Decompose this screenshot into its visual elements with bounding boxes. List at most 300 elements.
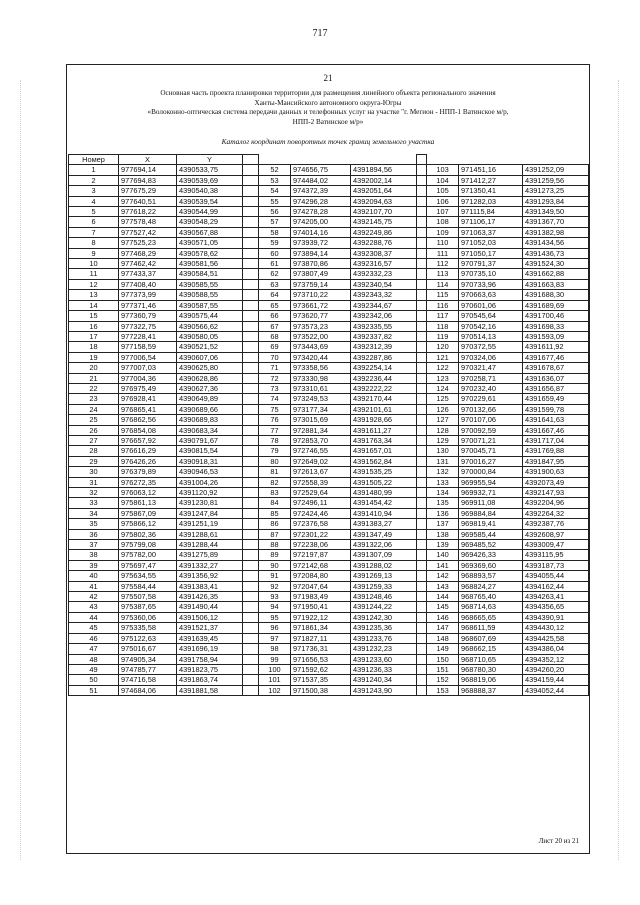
y-coordinate-cell: 4391251,19 (177, 519, 243, 529)
x-coordinate-cell: 977006,54 (119, 352, 177, 362)
y-coordinate-cell: 4391383,27 (351, 519, 417, 529)
y-coordinate-cell: 4391233,60 (351, 654, 417, 664)
table-row (69, 238, 589, 248)
x-coordinate-cell: 971922,12 (291, 612, 351, 622)
x-coordinate-cell: 970132,66 (459, 404, 523, 414)
document-title (67, 89, 589, 127)
x-coordinate-cell: 970232,40 (459, 383, 523, 393)
point-number-cell: 105 (427, 186, 459, 196)
point-number-cell: 98 (259, 644, 291, 654)
x-coordinate-cell: 971592,62 (291, 664, 351, 674)
y-coordinate-cell: 4390607,06 (177, 352, 243, 362)
y-coordinate-cell: 4390649,89 (177, 394, 243, 404)
x-coordinate-cell: 973939,72 (291, 238, 351, 248)
x-coordinate-cell: 971983,49 (291, 592, 351, 602)
x-coordinate-cell: 968710,65 (459, 654, 523, 664)
x-coordinate-cell: 975584,44 (119, 581, 177, 591)
y-coordinate-cell: 4393009,47 (523, 540, 589, 550)
point-number-cell: 88 (259, 540, 291, 550)
x-coordinate-cell: 973870,86 (291, 259, 351, 269)
x-coordinate-cell: 974372,39 (291, 186, 351, 196)
point-number-cell: 73 (259, 383, 291, 393)
x-coordinate-cell: 970092,59 (459, 425, 523, 435)
x-coordinate-cell: 972853,70 (291, 435, 351, 445)
point-number-cell: 67 (259, 321, 291, 331)
y-coordinate-cell: 4392147,93 (523, 488, 589, 498)
y-coordinate-cell: 4392249,86 (351, 227, 417, 237)
point-number-cell: 77 (259, 425, 291, 435)
header-y: Y (177, 155, 243, 165)
x-coordinate-cell: 968714,63 (459, 602, 523, 612)
y-coordinate-cell: 4391356,92 (177, 571, 243, 581)
x-coordinate-cell: 977462,42 (119, 259, 177, 269)
y-coordinate-cell: 4391688,30 (523, 290, 589, 300)
point-number-cell: 80 (259, 456, 291, 466)
table-row (69, 186, 589, 196)
y-coordinate-cell: 4392332,23 (351, 269, 417, 279)
table-row (69, 248, 589, 258)
point-number-cell: 43 (69, 602, 119, 612)
table-row (69, 321, 589, 331)
x-coordinate-cell: 969426,33 (459, 550, 523, 560)
x-coordinate-cell: 970372,55 (459, 342, 523, 352)
y-coordinate-cell: 4391593,09 (523, 331, 589, 341)
y-coordinate-cell: 4390918,31 (177, 456, 243, 466)
x-coordinate-cell: 972746,55 (291, 446, 351, 456)
point-number-cell: 93 (259, 592, 291, 602)
x-coordinate-cell: 975016,67 (119, 644, 177, 654)
point-number-cell: 152 (427, 675, 459, 685)
y-coordinate-cell: 4391700,46 (523, 311, 589, 321)
point-number-cell: 41 (69, 581, 119, 591)
y-coordinate-cell: 4391288,61 (177, 529, 243, 539)
x-coordinate-cell: 976272,35 (119, 477, 177, 487)
y-coordinate-cell: 4390689,83 (177, 415, 243, 425)
y-coordinate-cell: 4391233,76 (351, 633, 417, 643)
y-coordinate-cell: 4391535,25 (351, 467, 417, 477)
y-coordinate-cell: 4390533,75 (177, 165, 243, 175)
table-row (69, 602, 589, 612)
x-coordinate-cell: 976657,92 (119, 435, 177, 445)
y-coordinate-cell: 4391698,33 (523, 321, 589, 331)
table-row (69, 196, 589, 206)
x-coordinate-cell: 972142,68 (291, 560, 351, 570)
y-coordinate-cell: 4391678,67 (523, 363, 589, 373)
y-coordinate-cell: 4391259,56 (523, 175, 589, 185)
x-coordinate-cell: 972649,02 (291, 456, 351, 466)
y-coordinate-cell: 4391636,07 (523, 373, 589, 383)
table-row (69, 664, 589, 674)
x-coordinate-cell: 975802,36 (119, 529, 177, 539)
y-coordinate-cell: 4393187,73 (523, 560, 589, 570)
point-number-cell: 94 (259, 602, 291, 612)
table-row (69, 488, 589, 498)
point-number-cell: 82 (259, 477, 291, 487)
x-coordinate-cell: 975387,65 (119, 602, 177, 612)
table-row (69, 207, 589, 217)
x-coordinate-cell: 971950,41 (291, 602, 351, 612)
table-row (69, 425, 589, 435)
point-number-cell: 92 (259, 581, 291, 591)
y-coordinate-cell: 4391307,09 (351, 550, 417, 560)
point-number-cell: 36 (69, 529, 119, 539)
point-number-cell: 109 (427, 227, 459, 237)
x-coordinate-cell: 970663,63 (459, 290, 523, 300)
x-coordinate-cell: 972613,67 (291, 467, 351, 477)
x-coordinate-cell: 973358,56 (291, 363, 351, 373)
y-coordinate-cell: 4392316,57 (351, 259, 417, 269)
y-coordinate-cell: 4394430,12 (523, 623, 589, 633)
right-margin-dots (618, 80, 620, 860)
x-coordinate-cell: 968819,06 (459, 675, 523, 685)
point-number-cell: 4 (69, 196, 119, 206)
table-row (69, 435, 589, 445)
y-coordinate-cell: 4392287,86 (351, 352, 417, 362)
point-number-cell: 87 (259, 529, 291, 539)
y-coordinate-cell: 4392387,76 (523, 519, 589, 529)
table-row (69, 331, 589, 341)
x-coordinate-cell: 970229,61 (459, 394, 523, 404)
header-number: Номер (69, 155, 119, 165)
table-row (69, 540, 589, 550)
y-coordinate-cell: 4391332,27 (177, 560, 243, 570)
x-coordinate-cell: 977694,14 (119, 165, 177, 175)
y-coordinate-cell: 4391275,89 (177, 550, 243, 560)
point-number-cell: 6 (69, 217, 119, 227)
x-coordinate-cell: 969485,52 (459, 540, 523, 550)
point-number-cell: 115 (427, 290, 459, 300)
point-number-cell: 103 (427, 165, 459, 175)
catalog-subtitle: Каталог координат поворотных точек границ земельного участка (221, 137, 435, 146)
x-coordinate-cell: 977468,29 (119, 248, 177, 258)
point-number-cell: 24 (69, 404, 119, 414)
x-coordinate-cell: 971350,41 (459, 186, 523, 196)
y-coordinate-cell: 4391244,22 (351, 602, 417, 612)
y-coordinate-cell: 4390584,51 (177, 269, 243, 279)
point-number-cell: 53 (259, 175, 291, 185)
table-row (69, 290, 589, 300)
point-number-cell: 130 (427, 446, 459, 456)
x-coordinate-cell: 970000,84 (459, 467, 523, 477)
y-coordinate-cell: 4392236,44 (351, 373, 417, 383)
x-coordinate-cell: 970542,16 (459, 321, 523, 331)
y-coordinate-cell: 4391677,46 (523, 352, 589, 362)
x-coordinate-cell: 975360,06 (119, 612, 177, 622)
x-coordinate-cell: 973249,53 (291, 394, 351, 404)
x-coordinate-cell: 969911,08 (459, 498, 523, 508)
x-coordinate-cell: 970258,71 (459, 373, 523, 383)
x-coordinate-cell: 975782,00 (119, 550, 177, 560)
y-coordinate-cell: 4391269,13 (351, 571, 417, 581)
y-coordinate-cell: 4392145,75 (351, 217, 417, 227)
point-number-cell: 141 (427, 560, 459, 570)
point-number-cell: 72 (259, 373, 291, 383)
point-number-cell: 131 (427, 456, 459, 466)
point-number-cell: 7 (69, 227, 119, 237)
x-coordinate-cell: 974296,28 (291, 196, 351, 206)
point-number-cell: 65 (259, 300, 291, 310)
table-row (69, 217, 589, 227)
point-number-cell: 81 (259, 467, 291, 477)
point-number-cell: 140 (427, 550, 459, 560)
y-coordinate-cell: 4392343,32 (351, 290, 417, 300)
x-coordinate-cell: 977640,51 (119, 196, 177, 206)
point-number-cell: 128 (427, 425, 459, 435)
point-number-cell: 44 (69, 612, 119, 622)
y-coordinate-cell: 4391928,66 (351, 415, 417, 425)
y-coordinate-cell: 4391639,45 (177, 633, 243, 643)
y-coordinate-cell: 4391881,58 (177, 685, 243, 695)
x-coordinate-cell: 973620,77 (291, 311, 351, 321)
y-coordinate-cell: 4391656,87 (523, 383, 589, 393)
y-coordinate-cell: 4391505,22 (351, 477, 417, 487)
y-coordinate-cell: 4391823,75 (177, 664, 243, 674)
point-number-cell: 57 (259, 217, 291, 227)
x-coordinate-cell: 973420,44 (291, 352, 351, 362)
y-coordinate-cell: 4391288,02 (351, 560, 417, 570)
point-number-cell: 17 (69, 331, 119, 341)
table-row (69, 685, 589, 695)
y-coordinate-cell: 4390625,80 (177, 363, 243, 373)
x-coordinate-cell: 977360,79 (119, 311, 177, 321)
x-coordinate-cell: 968888,37 (459, 685, 523, 695)
y-coordinate-cell: 4391349,50 (523, 207, 589, 217)
y-coordinate-cell: 4391657,01 (351, 446, 417, 456)
y-coordinate-cell: 4391242,30 (351, 612, 417, 622)
y-coordinate-cell: 4391322,06 (351, 540, 417, 550)
x-coordinate-cell: 975866,12 (119, 519, 177, 529)
point-number-cell: 144 (427, 592, 459, 602)
point-number-cell: 29 (69, 456, 119, 466)
point-number-cell: 13 (69, 290, 119, 300)
point-number-cell: 113 (427, 269, 459, 279)
y-coordinate-cell: 4391641,63 (523, 415, 589, 425)
x-coordinate-cell: 971500,38 (291, 685, 351, 695)
point-number-cell: 143 (427, 581, 459, 591)
x-coordinate-cell: 970324,06 (459, 352, 523, 362)
point-number-cell: 129 (427, 435, 459, 445)
x-coordinate-cell: 971052,03 (459, 238, 523, 248)
x-coordinate-cell: 975507,58 (119, 592, 177, 602)
x-coordinate-cell: 972424,46 (291, 508, 351, 518)
point-number-cell: 25 (69, 415, 119, 425)
point-number-cell: 85 (259, 508, 291, 518)
y-coordinate-cell: 4391410,94 (351, 508, 417, 518)
x-coordinate-cell: 975861,13 (119, 498, 177, 508)
y-coordinate-cell: 4393115,95 (523, 550, 589, 560)
y-coordinate-cell: 4392337,82 (351, 331, 417, 341)
point-number-cell: 146 (427, 612, 459, 622)
y-coordinate-cell: 4391863,74 (177, 675, 243, 685)
point-number-cell: 70 (259, 352, 291, 362)
sheet-footer: Лист 20 из 21 (538, 837, 579, 845)
y-coordinate-cell: 4390587,55 (177, 300, 243, 310)
point-number-cell: 9 (69, 248, 119, 258)
point-number-cell: 62 (259, 269, 291, 279)
table-header-row (69, 155, 589, 165)
y-coordinate-cell: 4392335,55 (351, 321, 417, 331)
y-coordinate-cell: 4391763,34 (351, 435, 417, 445)
x-coordinate-cell: 972238,06 (291, 540, 351, 550)
x-coordinate-cell: 970016,27 (459, 456, 523, 466)
y-coordinate-cell: 4391259,33 (351, 581, 417, 591)
x-coordinate-cell: 973807,49 (291, 269, 351, 279)
x-coordinate-cell: 973894,14 (291, 248, 351, 258)
y-coordinate-cell: 4390548,29 (177, 217, 243, 227)
x-coordinate-cell: 975799,08 (119, 540, 177, 550)
x-coordinate-cell: 968765,40 (459, 592, 523, 602)
point-number-cell: 101 (259, 675, 291, 685)
y-coordinate-cell: 4394260,20 (523, 664, 589, 674)
y-coordinate-cell: 4390566,62 (177, 321, 243, 331)
x-coordinate-cell: 976854,08 (119, 425, 177, 435)
y-coordinate-cell: 4391288,44 (177, 540, 243, 550)
y-coordinate-cell: 4391900,63 (523, 467, 589, 477)
point-number-cell: 34 (69, 508, 119, 518)
coordinates-table (68, 154, 589, 696)
x-coordinate-cell: 971106,17 (459, 217, 523, 227)
y-coordinate-cell: 4391426,35 (177, 592, 243, 602)
point-number-cell: 38 (69, 550, 119, 560)
table-row (69, 227, 589, 237)
y-coordinate-cell: 4392308,37 (351, 248, 417, 258)
x-coordinate-cell: 972529,64 (291, 488, 351, 498)
x-coordinate-cell: 974785,77 (119, 664, 177, 674)
point-number-cell: 120 (427, 342, 459, 352)
x-coordinate-cell: 970601,06 (459, 300, 523, 310)
table-row (69, 300, 589, 310)
point-number-cell: 123 (427, 373, 459, 383)
y-coordinate-cell: 4394162,44 (523, 581, 589, 591)
point-number-cell: 122 (427, 363, 459, 373)
x-coordinate-cell: 969884,84 (459, 508, 523, 518)
point-number-cell: 27 (69, 435, 119, 445)
table-row (69, 175, 589, 185)
table-row (69, 383, 589, 393)
y-coordinate-cell: 4394052,44 (523, 685, 589, 695)
x-coordinate-cell: 974716,58 (119, 675, 177, 685)
table-row (69, 165, 589, 175)
x-coordinate-cell: 970735,10 (459, 269, 523, 279)
x-coordinate-cell: 975634,55 (119, 571, 177, 581)
x-coordinate-cell: 971736,31 (291, 644, 351, 654)
point-number-cell: 121 (427, 352, 459, 362)
point-number-cell: 10 (69, 259, 119, 269)
point-number-cell: 33 (69, 498, 119, 508)
x-coordinate-cell: 974656,75 (291, 165, 351, 175)
point-number-cell: 142 (427, 571, 459, 581)
y-coordinate-cell: 4391611,92 (523, 342, 589, 352)
x-coordinate-cell: 974905,34 (119, 654, 177, 664)
y-coordinate-cell: 4394352,12 (523, 654, 589, 664)
point-number-cell: 18 (69, 342, 119, 352)
point-number-cell: 21 (69, 373, 119, 383)
table-row (69, 415, 589, 425)
point-number-cell: 137 (427, 519, 459, 529)
point-number-cell: 116 (427, 300, 459, 310)
y-coordinate-cell: 4392342,06 (351, 311, 417, 321)
point-number-cell: 56 (259, 207, 291, 217)
x-coordinate-cell: 970791,37 (459, 259, 523, 269)
point-number-cell: 102 (259, 685, 291, 695)
y-coordinate-cell: 4391696,19 (177, 644, 243, 654)
x-coordinate-cell: 974278,28 (291, 207, 351, 217)
x-coordinate-cell: 975867,09 (119, 508, 177, 518)
y-coordinate-cell: 4391521,37 (177, 623, 243, 633)
point-number-cell: 151 (427, 664, 459, 674)
point-number-cell: 39 (69, 560, 119, 570)
sheet-number: 21 (323, 73, 333, 83)
point-number-cell: 147 (427, 623, 459, 633)
point-number-cell: 5 (69, 207, 119, 217)
y-coordinate-cell: 4392002,14 (351, 175, 417, 185)
point-number-cell: 63 (259, 279, 291, 289)
table-row (69, 592, 589, 602)
y-coordinate-cell: 4394425,58 (523, 633, 589, 643)
x-coordinate-cell: 971063,37 (459, 227, 523, 237)
y-coordinate-cell: 4391490,44 (177, 602, 243, 612)
y-coordinate-cell: 4391524,30 (523, 259, 589, 269)
point-number-cell: 153 (427, 685, 459, 695)
x-coordinate-cell: 973710,22 (291, 290, 351, 300)
point-number-cell: 40 (69, 571, 119, 581)
y-coordinate-cell: 4392204,96 (523, 498, 589, 508)
y-coordinate-cell: 4391769,88 (523, 446, 589, 456)
x-coordinate-cell: 973015,69 (291, 415, 351, 425)
table-row (69, 259, 589, 269)
point-number-cell: 112 (427, 259, 459, 269)
y-coordinate-cell: 4391894,56 (351, 165, 417, 175)
y-coordinate-cell: 4390539,54 (177, 196, 243, 206)
point-number-cell: 133 (427, 477, 459, 487)
x-coordinate-cell: 973443,69 (291, 342, 351, 352)
table-row (69, 644, 589, 654)
page-number: 717 (312, 28, 328, 39)
point-number-cell: 64 (259, 290, 291, 300)
x-coordinate-cell: 977618,22 (119, 207, 177, 217)
x-coordinate-cell: 977408,40 (119, 279, 177, 289)
table-row (69, 550, 589, 560)
y-coordinate-cell: 4390539,69 (177, 175, 243, 185)
y-coordinate-cell: 4392170,44 (351, 394, 417, 404)
y-coordinate-cell: 4390627,36 (177, 383, 243, 393)
x-coordinate-cell: 977322,75 (119, 321, 177, 331)
y-coordinate-cell: 4391293,84 (523, 196, 589, 206)
point-number-cell: 124 (427, 383, 459, 393)
point-number-cell: 58 (259, 227, 291, 237)
y-coordinate-cell: 4392288,76 (351, 238, 417, 248)
point-number-cell: 149 (427, 644, 459, 654)
point-number-cell: 118 (427, 321, 459, 331)
x-coordinate-cell: 969369,60 (459, 560, 523, 570)
y-coordinate-cell: 4391236,33 (351, 664, 417, 674)
x-coordinate-cell: 977525,23 (119, 238, 177, 248)
y-coordinate-cell: 4390544,99 (177, 207, 243, 217)
x-coordinate-cell: 973759,14 (291, 279, 351, 289)
x-coordinate-cell: 977004,36 (119, 373, 177, 383)
table-row (69, 508, 589, 518)
y-coordinate-cell: 4390628,86 (177, 373, 243, 383)
point-number-cell: 78 (259, 435, 291, 445)
x-coordinate-cell: 971282,03 (459, 196, 523, 206)
point-number-cell: 91 (259, 571, 291, 581)
y-coordinate-cell: 4394159,44 (523, 675, 589, 685)
y-coordinate-cell: 4391662,88 (523, 269, 589, 279)
x-coordinate-cell: 977007,03 (119, 363, 177, 373)
point-number-cell: 8 (69, 238, 119, 248)
point-number-cell: 138 (427, 529, 459, 539)
y-coordinate-cell: 4391004,26 (177, 477, 243, 487)
